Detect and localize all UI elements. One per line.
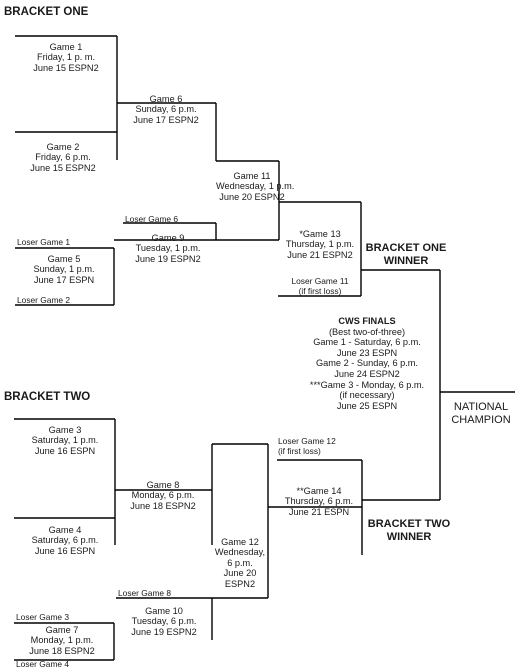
cws-finals-info: CWS FINALS (Best two-of-three) Game 1 - Saturday, 6 p.m. June 23 ESPN Game 2 - Sunday, 6 p.m. June 24 ESPN2 ***Game 3 - Monday, 6 p.m. (if necessary) June 25 ESPN bbox=[309, 316, 425, 411]
game-13-info: *Game 13 Thursday, 1 p.m. June 21 ESPN2 bbox=[285, 229, 355, 260]
loser-game-3-label: Loser Game 3 bbox=[16, 612, 70, 622]
game-10-info: Game 10 Tuesday, 6 p.m. June 19 ESPN2 bbox=[131, 606, 197, 637]
game-9-info: Game 9 Tuesday, 1 p.m. June 19 ESPN2 bbox=[135, 233, 201, 264]
national-champion-label: NATIONAL CHAMPION bbox=[451, 401, 511, 426]
loser-game-6-label: Loser Game 6 bbox=[125, 214, 179, 224]
bracket-one-header: BRACKET ONE bbox=[4, 6, 89, 18]
game-2-info: Game 2 Friday, 6 p.m. June 15 ESPN2 bbox=[30, 142, 96, 173]
game-4-info: Game 4 Saturday, 6 p.m. June 16 ESPN bbox=[31, 525, 99, 556]
loser-game-11-label: Loser Game 11 (if first loss) bbox=[291, 276, 349, 296]
loser-game-1-label: Loser Game 1 bbox=[17, 237, 71, 247]
bracket-two-winner-label: BRACKET TWO WINNER bbox=[367, 518, 451, 543]
game-6-info: Game 6 Sunday, 6 p.m. June 17 ESPN2 bbox=[133, 94, 199, 125]
bracket-two-header: BRACKET TWO bbox=[4, 391, 91, 403]
game-8-info: Game 8 Monday, 6 p.m. June 18 ESPN2 bbox=[130, 480, 196, 511]
game-12-info: Game 12 Wednesday, 6 p.m. June 20 ESPN2 bbox=[214, 537, 266, 589]
game-14-info: **Game 14 Thursday, 6 p.m. June 21 ESPN bbox=[284, 486, 354, 517]
loser-game-4-label: Loser Game 4 bbox=[16, 659, 70, 669]
loser-game-12-label: Loser Game 12 (if first loss) bbox=[278, 436, 336, 456]
game-3-info: Game 3 Saturday, 1 p.m. June 16 ESPN bbox=[31, 425, 99, 456]
game-1-info: Game 1 Friday, 1 p. m. June 15 ESPN2 bbox=[33, 42, 99, 73]
game-11-info: Game 11 Wednesday, 1 p.m. June 20 ESPN2 bbox=[216, 171, 295, 202]
loser-game-8-label: Loser Game 8 bbox=[118, 588, 172, 598]
game-5-info: Game 5 Sunday, 1 p.m. June 17 ESPN bbox=[33, 254, 95, 285]
bracket-one-winner-label: BRACKET ONE WINNER bbox=[365, 242, 447, 267]
game-7-info: Game 7 Monday, 1 p.m. June 18 ESPN2 bbox=[29, 625, 95, 656]
loser-game-2-label: Loser Game 2 bbox=[17, 295, 71, 305]
